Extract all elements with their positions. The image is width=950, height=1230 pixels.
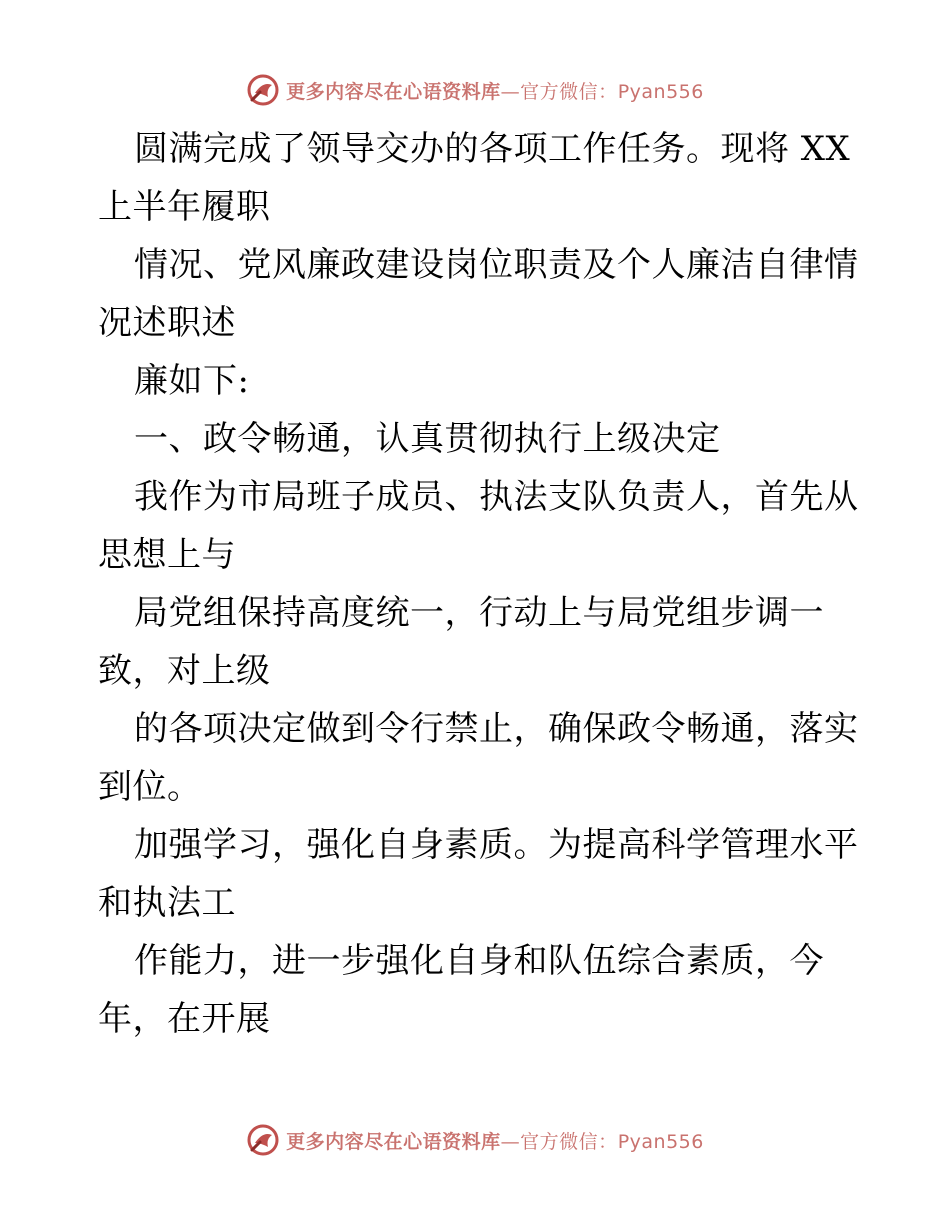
banner-wechat-label: 官方微信：	[520, 1130, 618, 1153]
footer-banner	[0, 1120, 950, 1160]
document-body	[98, 120, 858, 1048]
banner-text	[286, 77, 704, 104]
banner-separator: —	[500, 80, 521, 103]
banner-main-text: 更多内容尽在心语资料库	[286, 80, 501, 103]
text-line: 一、政令畅通，认真贯彻执行上级决定	[134, 419, 721, 459]
text-line: 局党组保持高度统一，行动上与局党组步调一	[134, 593, 824, 633]
text-line: 况述职述	[98, 303, 236, 343]
text-line: 年，在开展	[98, 999, 271, 1039]
text-line: 作能力，进一步强化自身和队伍综合素质，今	[134, 941, 824, 981]
text-line: 情况、党风廉政建设岗位职责及个人廉洁自律情	[134, 245, 859, 285]
banner-separator: —	[500, 1130, 521, 1153]
logo-icon	[246, 73, 280, 107]
text-line: 加强学习，强化自身素质。为提高科学管理水平	[134, 825, 859, 865]
banner-wechat-id: Pyan556	[617, 1130, 704, 1153]
banner-wechat-id: Pyan556	[617, 80, 704, 103]
banner-main-text: 更多内容尽在心语资料库	[286, 1130, 501, 1153]
text-line: 致，对上级	[98, 651, 271, 691]
text-line: 和执法工	[98, 883, 236, 923]
text-line: 我作为市局班子成员、执法支队负责人，首先从	[134, 477, 859, 517]
text-line: 思想上与	[98, 535, 236, 575]
text-line: 到位。	[98, 767, 202, 807]
text-line: 上半年履职	[98, 187, 271, 227]
text-line: 的各项决定做到令行禁止，确保政令畅通，落实	[134, 709, 859, 749]
header-banner	[0, 70, 950, 110]
text-line: 廉如下:	[134, 361, 250, 401]
logo-icon	[246, 1123, 280, 1157]
text-line: 圆满完成了领导交办的各项工作任务。现将 XX	[134, 129, 851, 169]
banner-text	[286, 1127, 704, 1154]
banner-wechat-label: 官方微信：	[520, 80, 618, 103]
